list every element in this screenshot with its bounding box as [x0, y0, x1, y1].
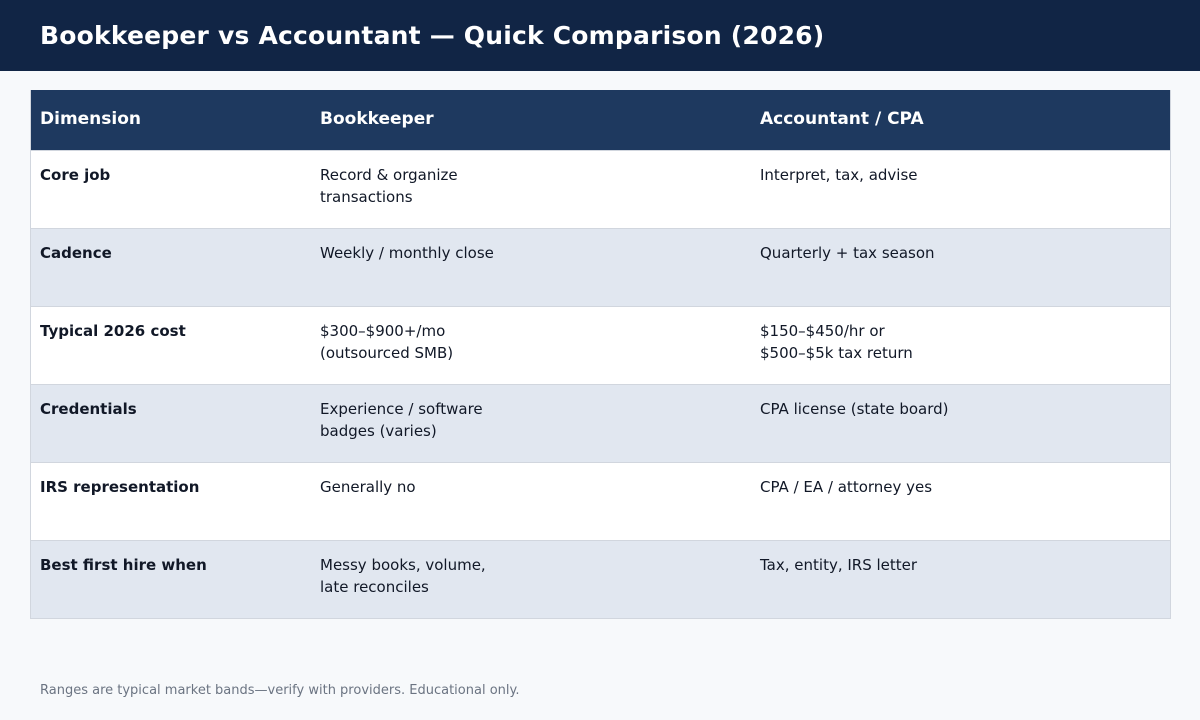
accountant-cell: Tax, entity, IRS letter	[760, 556, 918, 574]
bookkeeper-cell: Generally no	[320, 478, 416, 496]
accountant-cell: CPA / EA / attorney yes	[760, 478, 933, 496]
table-row	[31, 462, 1170, 540]
dimension-cell: Best first hire when	[40, 556, 207, 574]
dimension-cell: Cadence	[40, 244, 112, 262]
accountant-cell: Quarterly + tax season	[760, 244, 935, 262]
column-header-accountant: Accountant / CPA	[760, 109, 924, 129]
dimension-cell: Credentials	[40, 400, 137, 418]
bookkeeper-cell: Messy books, volume, late reconciles	[320, 556, 486, 596]
column-header-bookkeeper: Bookkeeper	[320, 109, 434, 129]
accountant-cell: CPA license (state board)	[760, 400, 949, 418]
table-row	[31, 384, 1170, 462]
dimension-cell: Core job	[40, 166, 111, 184]
column-header-dimension: Dimension	[40, 109, 142, 129]
footer-note: Ranges are typical market bands—verify with providers. Educational only.	[40, 683, 520, 698]
table-row	[31, 306, 1170, 384]
table-row	[31, 228, 1170, 306]
table-row	[31, 150, 1170, 228]
title-bar	[0, 0, 1200, 71]
dimension-cell: Typical 2026 cost	[40, 322, 186, 340]
accountant-cell: Interpret, tax, advise	[760, 166, 918, 184]
table-header-row	[31, 90, 1170, 150]
accountant-cell: $150–$450/hr or $500–$5k tax return	[760, 322, 913, 362]
dimension-cell: IRS representation	[40, 478, 200, 496]
bookkeeper-cell: Experience / software badges (varies)	[320, 400, 483, 440]
comparison-table	[30, 90, 1171, 619]
table-row	[31, 540, 1170, 618]
bookkeeper-cell: Weekly / monthly close	[320, 244, 494, 262]
page-title: Bookkeeper vs Accountant — Quick Comparison (2026)	[40, 21, 825, 50]
bookkeeper-cell: $300–$900+/mo (outsourced SMB)	[320, 322, 454, 362]
bookkeeper-cell: Record & organize transactions	[320, 166, 458, 206]
